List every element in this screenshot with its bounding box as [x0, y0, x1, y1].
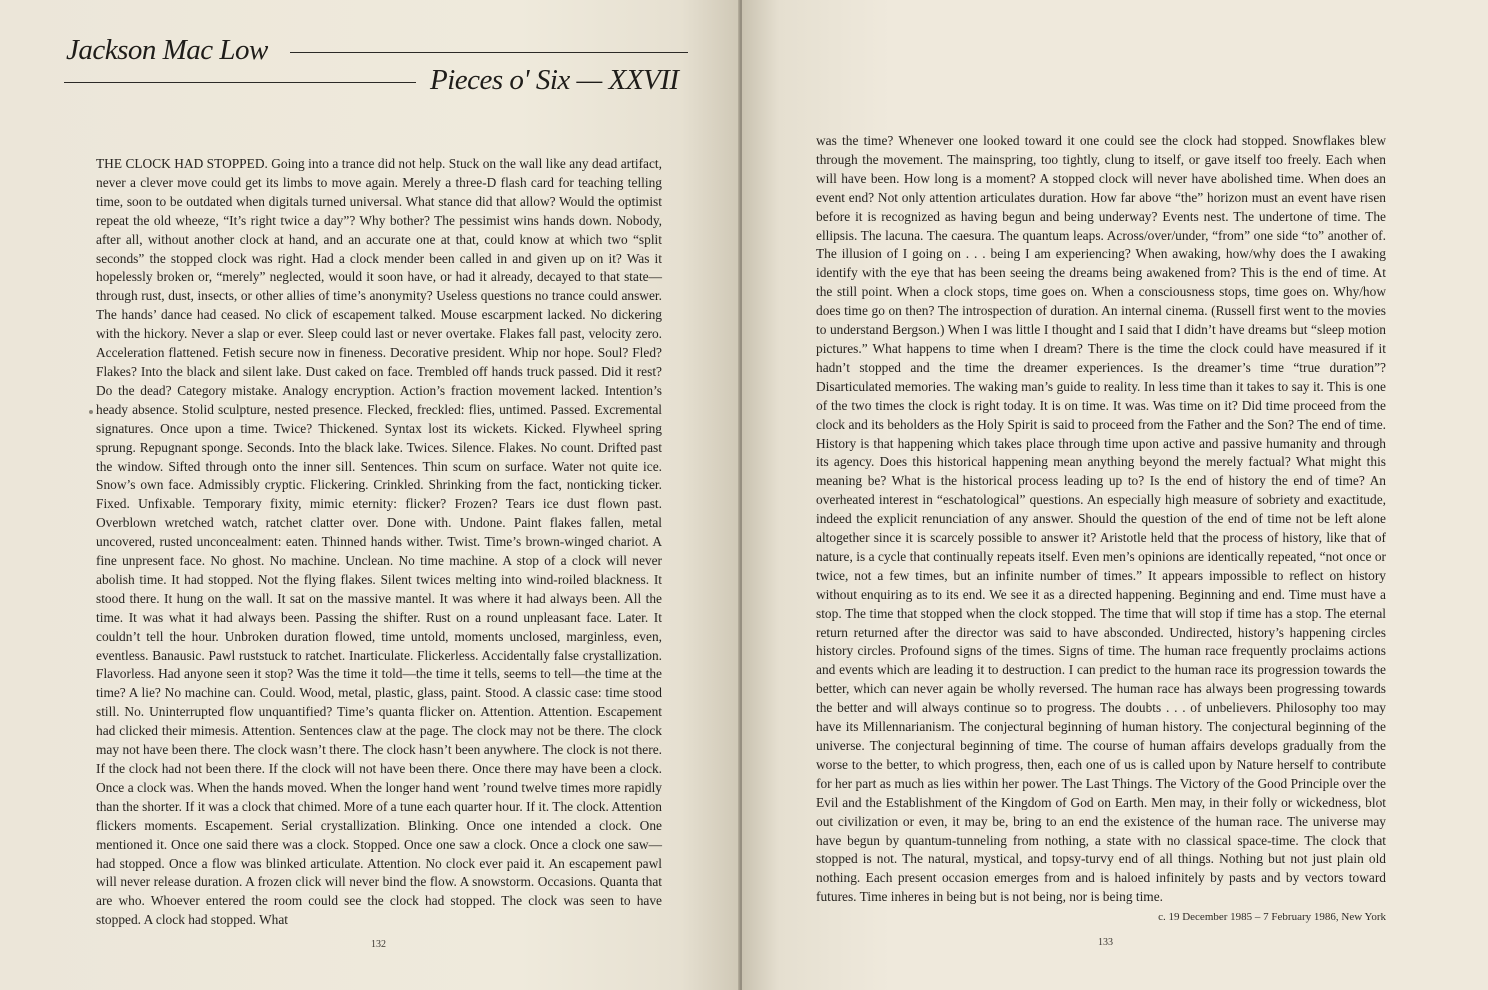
header-rule-middle [64, 82, 416, 83]
author-name: Jackson Mac Low [66, 34, 268, 66]
right-page [742, 0, 1488, 990]
left-body-paragraph: Going into a trance did not help. Stuck on the wall like any dead artifact, never a clever move could get its limbs to move again. Merely a three-D flash card for teaching telling time, soon to be outdated when digitals turned universal. What stance did that allow? Would the optimist repeat the old wheeze, “It’s right twice a day”? Why bother? The pessimist wins hands down. Nobody, after all, without another clock at hand, and an accurate one at that, could know at which two “split seconds” the stopped clock was right. Had a clock mender been called in and given up on it? Was it hopelessly broken or, “merely” neglected, would it soon have, or had it already, decayed to that state—through rust, dust, insects, or other allies of time’s anonymity? Useless questions no trance could answer. The hands’ dance had ceased. No click of escapement talked. Mouse escarpment lacked. No dickering with the hickory. Never a slap or ever. Sleep could last or never overtake. Flakes fall past, velocity zero. Acceleration flattened. Fetish secure now in fineness. Decorative president. Whip nor hope. Soul? Fled? Flakes? Into the black and silent lake. Dust caked on face. Trembled off hands truck passed. Did it rest? Do the dead? Category mistake. Analogy encryption. Action’s fraction movement lacked. Intention’s heady absence. Stolid sculpture, nested presence. Flecked, freckled: flies, untimed. Passed. Excremental signatures. Once upon a time. Twice? Thickened. Syntax lost its wickets. Kicked. Flywheel spring sprung. Repugnant sponge. Seconds. Into the black lake. Twices. Silence. Flakes. No count. Drifted past the window. Sifted through onto the inner sill. Sentences. Thin scum on surface. Water not quite ice. Snow’s own face. Admissibly cryptic. Flickering. Crinkled. Shrinking from the fact, nonticking ticker. Fixed. Unfixable. Temporary fixity, mimic eternity: flicker? Frozen? Tears ice dust flown past. Overblown wretched watch, ratchet clatter over. Done with. Undone. Paint flakes fallen, metal uncovered, rusted unconcealment: eaten. Thinned hands wither. Twist. Time’s brown-winged chariot. A fine unpresent face. No ghost. No machine. Unclean. No time machine. A stop of a clock will never abolish time. It had stopped. Not the flying flakes. Silent twices melting into wind-roiled blackness. It stood there. It hung on the wall. It sat on the massive mantel. It was where it had always been. All the time. It was what it had always been. Passing the shifter. Rust on a round unpleasant face. Later. It couldn’t tell the hour. Unbroken duration flowed, time untold, moments unclosed, marginless, even, eventless. Banausic. Pawl ruststuck to ratchet. Inarticulate. Flickerless. Accidentally false crystallization. Flavorless. Had anyone seen it stop? Was the time it told—the time it tells, seems to tell—the time at the time? A lie? No machine can. Could. Wood, metal, plastic, glass, paint. Stood. A classic case: time stood still. No. Uninterrupted flow unquantified? Time’s quanta flicker on. Attention. Attention. Escapement had clicked their mimesis. Attention. Sentences claw at the page. The clock may not be there. The clock may not have been there. The clock wasn’t there. The clock hasn’t been anywhere. The clock is not there. If the clock had not been there. If the clock will not have been there. Once there may have been a clock. Once a clock was. When the hands moved. When the longer hand went ’round twelve times more rapidly than the shorter. If it was a clock that chimed. More of a tune each quarter hour. If it. The clock. Attention flickers moments. Escapement. Serial crystallization. Blinking. Once one intended a clock. One mentioned it. Once one said there was a clock. Stopped. Once one saw a clock. Once a clock one saw—had stopped. Once a flow was blinked articulate. Attention. No clock ever paid it. An escapement pawl will never release duration. A frozen click will never bind the flow. A snowstorm. Occasions. Quanta that are who. Whoever entered the room could see the clock had stopped. The clock was seen to have stopped. A clock had stopped. What [96, 156, 662, 928]
composition-dateline: c. 19 December 1985 – 7 February 1986, New York [1158, 911, 1386, 923]
right-body-paragraph: was the time? Whenever one looked toward it one could see the clock had stopped. Snowflakes blew through the movement. The mainspring, too tightly, clung to itself, or gave itself too freely. Each when will have been. How long is a moment? A stopped clock will never have abolished time. When does an event end? Not only attention articulates duration. How far above “the” horizon must an event have risen before it is recognized as having begun and being underway? Events nest. The undertone of time. The ellipsis. The lacuna. The caesura. The quantum leaps. Across/over/under, “from” one side “to” another of. The illusion of I going on . . . being I am experiencing? When awaking, how/why does the I awaking identify with the eye that has been seeing the dreams being awakened from? This is the end of time. At the still point. When a clock stops, time goes on. When a consciousness stops, time goes on. Why/how does time go on then? The introspection of duration. An internal cinema. (Russell first went to the movies to understand Bergson.) When I was little I thought and I said that I didn’t have dreams but “sleep motion pictures.” What happens to time when I dream? There is the time the clock could have measured if it hadn’t stopped and the time the dreamer experiences. Is the dreamer’s time “true duration”? Disarticulated memories. The waking man’s guide to reality. In less time than it takes to say it. This is one of the two times the clock is right today. It is on time. It was. Was time on it? Did time proceed from the clock and its beholders as the Holy Spirit is said to proceed from the Father and the Son? The end of time. History is that happening which takes place through time upon active and passive humanity and through its agency. Does this historical happening mean anything beyond the merely factual? What might this meaning be? What is the historical process leading up to? Is the end of history the end of time? An overheated interest in “eschatological” questions. An especially high measure of sobriety and exactitude, indeed the explicit renunciation of any answer. Should the question of the end of time not be left alone altogether since it is scarcely possible to answer it? Aristotle held that the process of history, like that of nature, is a cycle that continually repeats itself. Even men’s opinions are identically repeated, “not once or twice, not a few times, but an infinite number of times.” It appears impossible to reflect on history without enquiring as to its end. We see it as a directed happening. Beginning and end. Time must have a stop. The time that stopped when the clock stopped. The time that will stop if time has a stop. The eternal return returned after the director was said to have absconded. Undirected, history’s happening circles history circles. Profound signs of the times. Signs of time. The human race frequently proclaims actions and events which are leading it to destruction. I can predict to the human race its progression towards the better, which can never again be wholly reversed. The human race has always been progressing towards the better and will always continue so to progress. The doubts . . . of unbelievers. Philosophy too may have its Millennarianism. The conjectural beginning of human history. The conjectural beginning of the universe. The conjectural beginning of time. The course of human affairs develops gradually from the worse to the better, to which progress, then, each one of us is called upon by Nature herself to contribute for her part as much as lies within her power. The Last Things. The Victory of the Good Principle over the Evil and the Establishment of the Kingdom of God on Earth. Men may, in their folly or wickedness, blot out civilization or even, it may be, bring to an end the existence of the human race. The universe may have begun by quantum-tunneling from nothing, a state with no classical space-time. The clock that stopped is not. The natural, mystical, and topsy-turvy end of all things. Nothing but not just plain old nothing. Each present occasion emerges from and is haloed infinitely by pasts and by vectors toward futures. Time inheres in being but is not being, nor is being time. [816, 133, 1386, 905]
left-page [0, 0, 740, 990]
lead-in: THE CLOCK HAD STOPPED. [96, 156, 268, 171]
page-number-right: 133 [1098, 937, 1113, 948]
margin-speck [89, 410, 93, 414]
left-body-text [96, 155, 662, 930]
header-rule-top [290, 52, 688, 53]
page-number-left: 132 [371, 939, 386, 950]
piece-title: Pieces o' Six — XXVII [430, 64, 679, 96]
